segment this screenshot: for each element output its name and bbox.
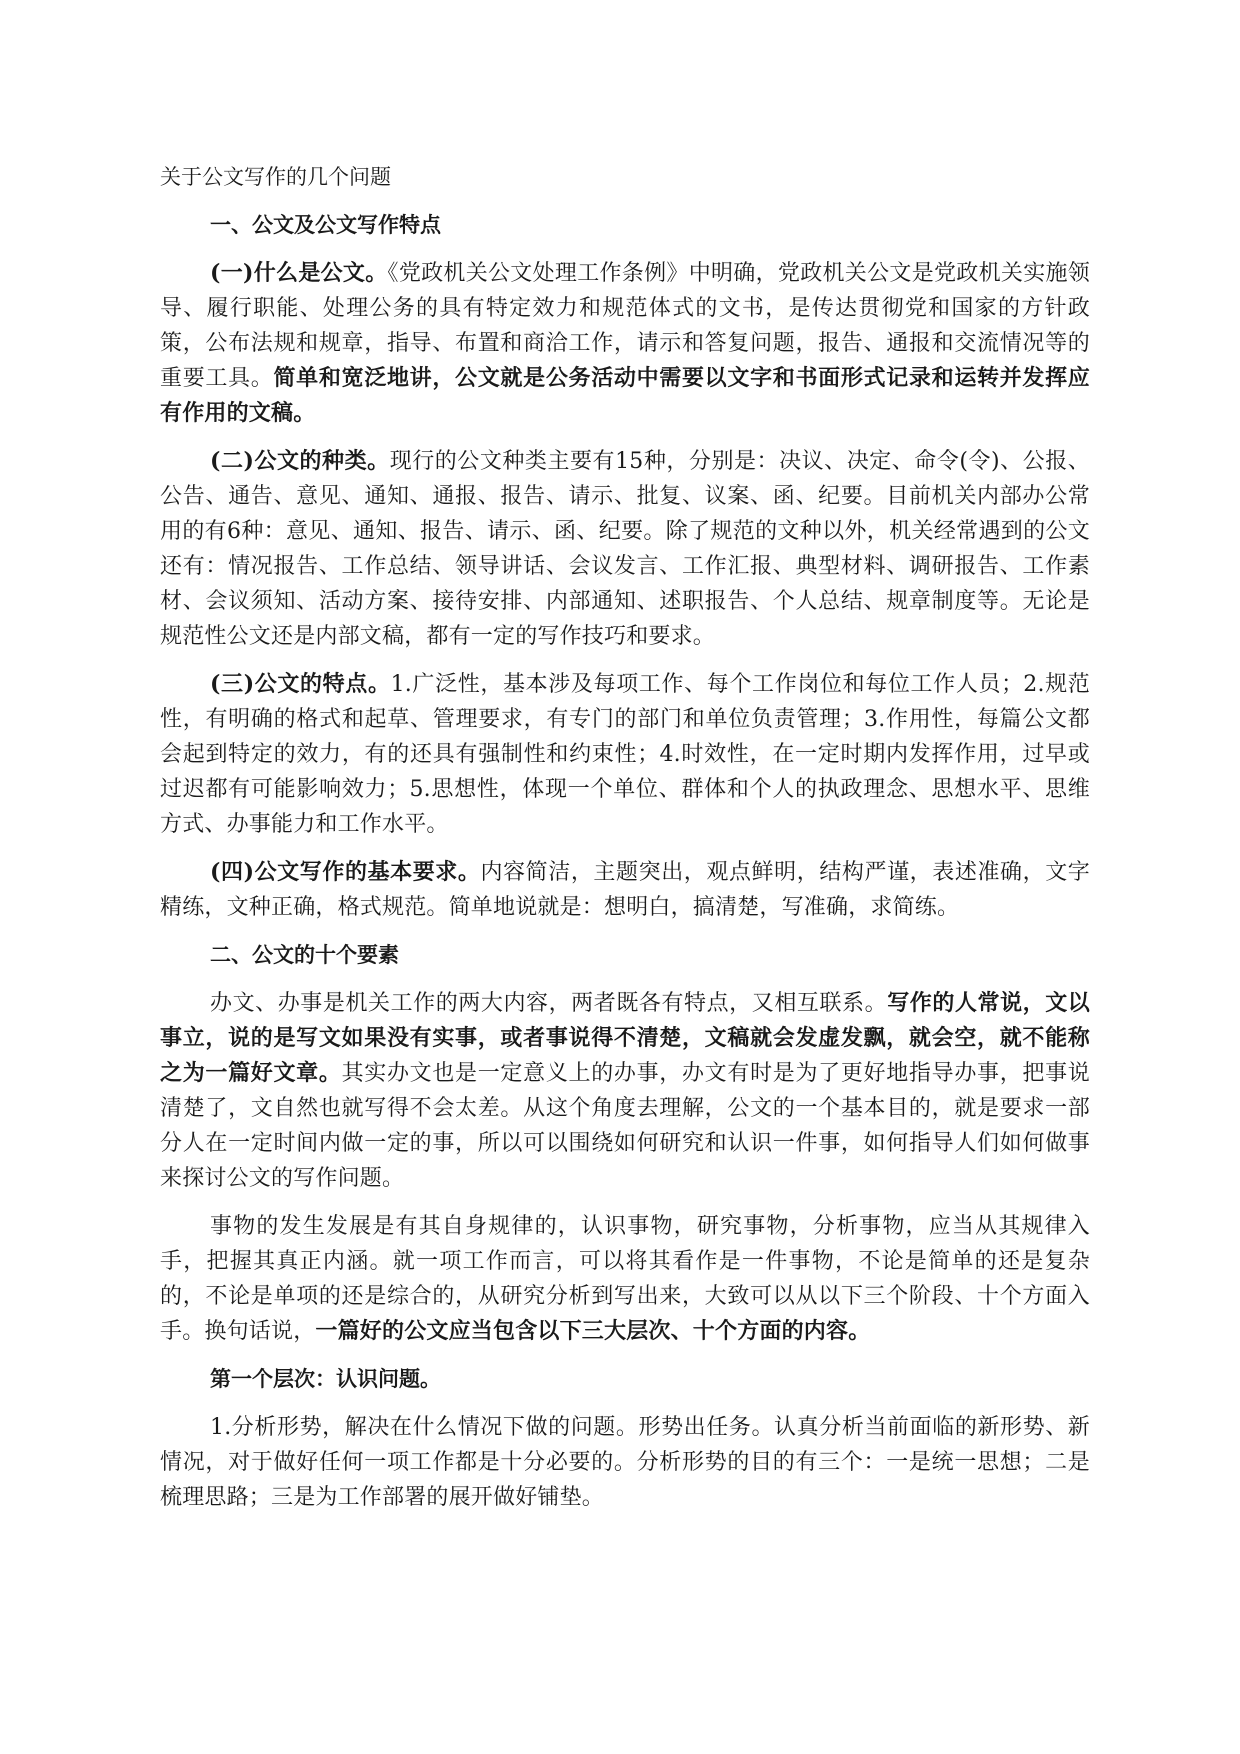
paragraph-lead: (二)公文的种类。 — [210, 448, 390, 474]
section-heading-1: 一、公文及公文写作特点 — [210, 212, 441, 237]
paragraph-emphasis: 简单和宽泛地讲，公文就是公务活动中需要以文字和书面形式记录和运转并发挥应有作用的文稿。 — [160, 365, 1090, 426]
paragraph-gongwen-types — [160, 444, 1090, 654]
paragraph-lead: (一)什么是公文。 — [210, 260, 388, 286]
paragraph-basic-requirements — [160, 855, 1090, 925]
paragraph-text: 其实办文也是一定意义上的办事，办文有时是为了更好地指导办事，把事说清楚了，文自然也就写得不会太差。从这个角度去理解，公文的一个基本目的，就是要求一部分人在一定时间内做一定的事，所以可以围绕如何研究和认识一件事，如何指导人们如何做事来探讨公文的写作问题。 — [160, 1061, 1090, 1191]
paragraph-lead: (四)公文写作的基本要求。 — [210, 859, 481, 885]
paragraph-emphasis: 写作的人常说，文以事立，说的是写文如果没有实事，或者事说得不清楚，文稿就会发虚发飘，就会空，就不能称之为一篇好文章。 — [160, 990, 1090, 1086]
paragraph-text: 办文、办事是机关工作的两大内容，两者既各有特点，又相互联系。 — [210, 991, 888, 1016]
paragraph-analyze-situation — [160, 1410, 1090, 1515]
paragraph-ban-wen-ban-shi — [160, 986, 1090, 1196]
level-heading-1: 第一个层次：认识问题。 — [210, 1366, 441, 1391]
paragraph-text: 1.分析形势，解决在什么情况下做的问题。形势出任务。认真分析当前面临的新形势、新情况，对于做好任何一项工作都是十分必要的。分析形势的目的有三个：一是统一思想；二是梳理思路；三是为工作部署的展开做好铺垫。 — [160, 1415, 1090, 1510]
paragraph-what-is-gongwen — [160, 256, 1090, 431]
paragraph-text: 内容简洁，主题突出，观点鲜明，结构严谨，表述准确，文字精练，文种正确，格式规范。简单地说就是：想明白，搞清楚，写准确，求简练。 — [160, 860, 1091, 920]
paragraph-lead: (三)公文的特点。 — [210, 671, 391, 697]
paragraph-shiwu-guilu — [160, 1209, 1090, 1349]
paragraph-text: 1.广泛性，基本涉及每项工作、每个工作岗位和每位工作人员；2.规范性，有明确的格式和起草、管理要求，有专门的部门和单位负责管理；3.作用性，每篇公文都会起到特定的效力，有的还具有强制性和约束性；4.时效性，在一定时期内发挥作用，过早或过迟都有可能影响效力；5.思想性，体现一个单位、群体和个人的执政理念、思想水平、思维方式、办事能力和工作水平。 — [160, 672, 1090, 837]
document-page — [160, 160, 1090, 1528]
section-heading-2: 二、公文的十个要素 — [210, 942, 399, 967]
paragraph-text: 《党政机关公文处理工作条例》中明确，党政机关公文是党政机关实施领导、履行职能、处理公务的具有特定效力和规范体式的文书，是传达贯彻党和国家的方针政策，公布法规和规章，指导、布置和商洽工作，请示和答复问题，报告、通报和交流情况等的重要工具。 — [160, 261, 1090, 391]
paragraph-emphasis: 一篇好的公文应当包含以下三大层次、十个方面的内容。 — [315, 1318, 871, 1344]
paragraph-text: 事物的发生发展是有其自身规律的，认识事物，研究事物，分析事物，应当从其规律入手，把握其真正内涵。就一项工作而言，可以将其看作是一件事物，不论是简单的还是复杂的，不论是单项的还是综合的，从研究分析到写出来，大致可以从以下三个阶段、十个方面入手。换句话说， — [160, 1214, 1090, 1344]
document-title: 关于公文写作的几个问题 — [160, 165, 391, 189]
paragraph-text: 现行的公文种类主要有15种，分别是：决议、决定、命令(令)、公报、公告、通告、意见、通知、通报、报告、请示、批复、议案、函、纪要。目前机关内部办公常用的有6种：意见、通知、报告、请示、函、纪要。除了规范的文种以外，机关经常遇到的公文还有：情况报告、工作总结、领导讲话、会议发言、工作汇报、典型材料、调研报告、工作素材、会议须知、活动方案、接待安排、内部通知、述职报告、个人总结、规章制度等。无论是规范性公文还是内部文稿，都有一定的写作技巧和要求。 — [160, 449, 1090, 649]
paragraph-gongwen-features — [160, 667, 1090, 842]
